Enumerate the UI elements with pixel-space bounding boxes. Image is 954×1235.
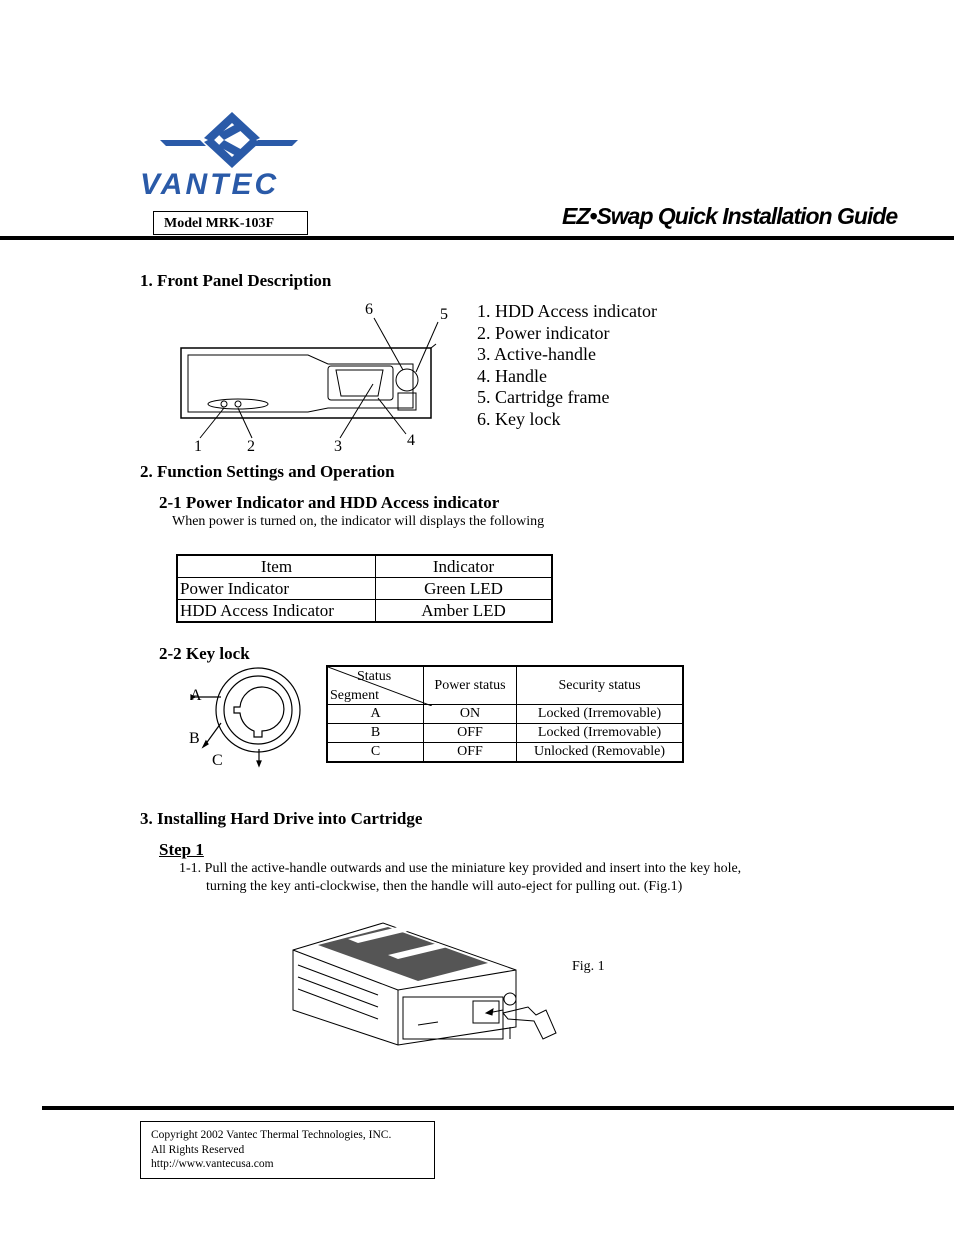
- footer-rule: [42, 1106, 954, 1110]
- section2-heading: 2. Function Settings and Operation: [140, 462, 395, 481]
- website-link[interactable]: http://www.vantecusa.com: [151, 1158, 274, 1170]
- table-row: [327, 724, 683, 743]
- corner-segment-label: Segment: [330, 688, 379, 703]
- lock-label-b: B: [189, 730, 200, 747]
- lock-label-a: A: [190, 687, 202, 704]
- table-cell: OFF: [424, 724, 517, 743]
- step1-line2: turning the key anti-clockwise, then the handle will auto-eject for pulling out. (Fig.1): [206, 879, 683, 894]
- table-row: [177, 578, 552, 600]
- key-lock-table: [326, 665, 684, 763]
- front-panel-drawing: [178, 298, 458, 458]
- legend-item: 4. Handle: [477, 365, 547, 386]
- lock-label-c: C: [212, 752, 223, 769]
- cartridge-drawing: [288, 915, 563, 1050]
- fig1-label: Fig. 1: [572, 959, 605, 974]
- table-cell: Power Indicator: [177, 578, 376, 600]
- indicator-table: [176, 554, 553, 623]
- table-row: [327, 743, 683, 763]
- table-cell: B: [327, 724, 424, 743]
- table-header-cell: Power status: [424, 666, 517, 705]
- table-cell: ON: [424, 705, 517, 724]
- sub1-note: When power is turned on, the indicator will displays the following: [172, 514, 545, 529]
- table-cell: Unlocked (Removable): [517, 743, 684, 763]
- table-row: [177, 600, 552, 623]
- copyright-box: [140, 1121, 435, 1179]
- callout-6: 6: [365, 301, 373, 318]
- legend-item: 2. Power indicator: [477, 322, 610, 343]
- vantec-logo: [140, 108, 325, 203]
- header-rule: [0, 236, 954, 240]
- model-box: Model MRK-103F: [153, 211, 308, 235]
- logo-mark-icon: [140, 108, 325, 170]
- rights-line: All Rights Reserved: [151, 1143, 245, 1156]
- table-row: [327, 705, 683, 724]
- table-cell: HDD Access Indicator: [177, 600, 376, 623]
- step1-title: Step 1: [159, 840, 204, 859]
- table-cell: A: [327, 705, 424, 724]
- callout-5: 5: [440, 306, 448, 323]
- copyright-line: Copyright 2002 Vantec Thermal Technologies, INC.: [151, 1129, 392, 1141]
- sub2-heading: 2-2 Key lock: [159, 644, 250, 663]
- table-cell: Amber LED: [376, 600, 553, 623]
- sub1-heading: 2-1 Power Indicator and HDD Access indicator: [159, 493, 500, 512]
- callout-2: 2: [247, 438, 255, 455]
- table-header-cell: Indicator: [376, 555, 553, 578]
- section3-heading: 3. Installing Hard Drive into Cartridge: [140, 809, 423, 828]
- logo-wordmark: VANTEC: [140, 168, 280, 201]
- fig1-illustration: [288, 915, 563, 1050]
- guide-title: EZ•Swap Quick Installation Guide: [562, 203, 898, 229]
- table-cell: C: [327, 743, 424, 763]
- table-cell: OFF: [424, 743, 517, 763]
- table-cell: Locked (Irremovable): [517, 724, 684, 743]
- diagonal-header-cell: [327, 666, 424, 705]
- front-panel-legend: [477, 301, 657, 430]
- corner-status-label: Status: [357, 669, 392, 684]
- callout-1: 1: [194, 438, 202, 455]
- table-cell: Locked (Irremovable): [517, 705, 684, 724]
- step1-line1: 1-1. Pull the active-handle outwards and use the miniature key provided and insert into the key hole,: [179, 861, 742, 876]
- section1-heading: 1. Front Panel Description: [140, 271, 332, 290]
- legend-item: 1. HDD Access indicator: [477, 301, 657, 321]
- table-header-row: [327, 666, 683, 705]
- table-header-row: [177, 555, 552, 578]
- callout-3: 3: [334, 438, 342, 455]
- callout-4: 4: [407, 432, 415, 449]
- table-header-cell: Security status: [517, 666, 684, 705]
- key-lock-diagram: [185, 665, 310, 775]
- table-header-cell: Item: [177, 555, 376, 578]
- key-lock-drawing: [185, 665, 310, 775]
- front-panel-diagram: [178, 298, 458, 458]
- table-cell: Green LED: [376, 578, 553, 600]
- legend-item: 6. Key lock: [477, 408, 561, 429]
- legend-item: 3. Active-handle: [477, 344, 596, 364]
- legend-item: 5. Cartridge frame: [477, 387, 610, 407]
